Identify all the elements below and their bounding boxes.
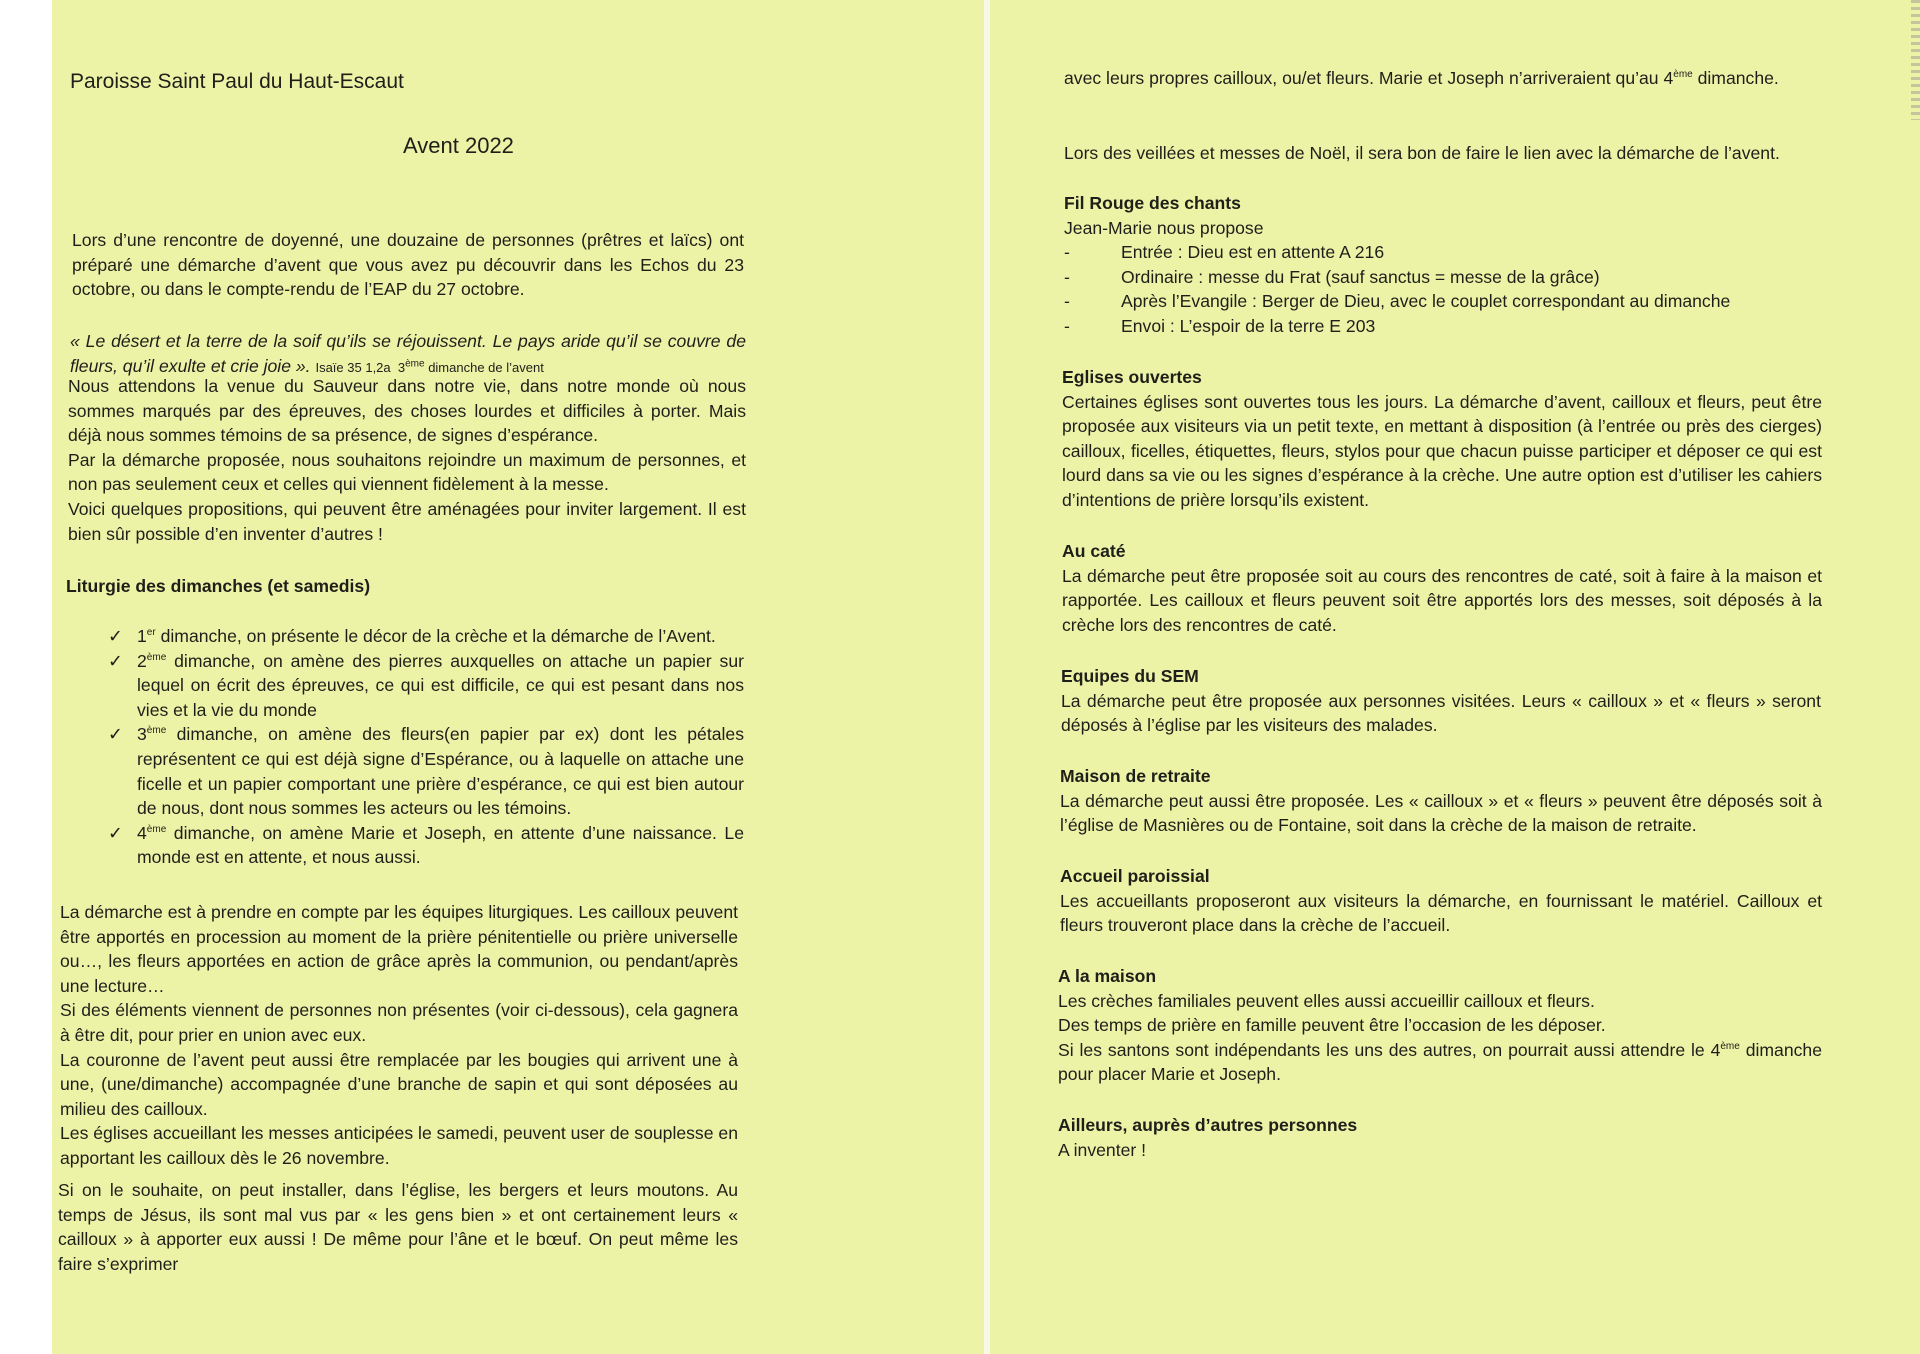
left-page (52, 0, 984, 1354)
liturgy-heading: Liturgie des dimanches (et samedis) (66, 576, 371, 596)
section-heading: Au caté (1062, 541, 1126, 561)
chants-intro: Jean-Marie nous propose (1064, 217, 1264, 238)
section-text: Des temps de prière en famille peuvent être l’occasion de les déposer. (1058, 1015, 1606, 1036)
check-mark-icon: ✓ (108, 650, 123, 671)
sunday-checklist (108, 624, 744, 870)
check-mark-icon: ✓ (108, 724, 123, 745)
paragraph: Les églises accueillant les messes anticipées le samedi, peuvent user de souplesse en apportant les cailloux dès le 26 novembre. (60, 1123, 738, 1168)
right-page (990, 0, 1920, 1354)
scan-edge-marks (1911, 0, 1920, 120)
body-paragraphs (68, 374, 746, 546)
section-heading: Eglises ouvertes (1062, 367, 1202, 387)
shepherds-paragraph: Si on le souhaite, on peut installer, dans l’église, les bergers et leurs moutons. Au temps de Jésus, ils sont mal vus par « les gens bien » et ont certainement leurs « cailloux » à apporter eux aussi ! De même pour l’âne et le bœuf. On peut même les faire s’exprimer (58, 1180, 738, 1274)
chants-section (1064, 191, 1824, 339)
check-mark-icon: ✓ (108, 822, 123, 843)
section-text: Les accueillants proposeront aux visiteurs la démarche, en fournissant le matériel. Cailloux et fleurs trouveront place dans la crèche de l’accueil. (1060, 890, 1822, 936)
section-text: La démarche peut être proposée soit au cours des rencontres de caté, soit à faire à la maison et rapportée. Les cailloux et fleurs peuvent soit être apportés lors des messes, soit déposés à la crèche lors des rencontres de caté. (1062, 565, 1822, 635)
section-heading: Accueil paroissial (1060, 866, 1210, 886)
section-text: La démarche peut être proposée aux personnes visitées. Leurs « cailloux » et « fleurs » seront déposés à l’église par les visiteurs des malades. (1061, 690, 1821, 736)
section-sem (1061, 664, 1821, 738)
paragraph: Si des éléments viennent de personnes non présentes (voir ci-dessous), cela gagnera à être dit, pour prier en union avec eux. (60, 1000, 738, 1045)
section-text: Si les santons sont indépendants les uns des autres, on pourrait aussi attendre le 4ème dimanche pour placer Marie et Joseph. (1058, 1039, 1822, 1085)
paragraph: Par la démarche proposée, nous souhaitons rejoindre un maximum de personnes, et non pas seulement ceux et celles qui viennent fidèlement à la messe. (68, 449, 746, 495)
section-text: A inventer ! (1058, 1139, 1147, 1160)
paragraph: La couronne de l’avent peut aussi être remplacée par les bougies qui arrivent une à une, (une/dimanche) accompagnée d’une branche de sapin et qui sont déposées au milieu des cailloux. (60, 1049, 738, 1119)
list-item: ✓ 4ème dimanche, on amène Marie et Joseph, en attente d’une naissance. Le monde est en attente, et nous aussi. (108, 821, 744, 870)
section-text: Les crèches familiales peuvent elles aussi accueillir cailloux et fleurs. (1058, 990, 1595, 1011)
paragraph: La démarche est à prendre en compte par les équipes liturgiques. Les cailloux peuvent être apportés en procession au moment de la prière pénitentielle ou prière universelle ou…, les fleurs apportées en action de grâce après la communion, ou pendant/après une lecture… (60, 902, 738, 996)
section-elsewhere (1058, 1113, 1818, 1162)
section-heading: Maison de retraite (1060, 766, 1211, 786)
list-item: - Entrée : Dieu est en attente A 216 (1064, 242, 1385, 263)
intro-paragraph: Lors d’une rencontre de doyenné, une douzaine de personnes (prêtres et laïcs) ont préparé une démarche d’avent que vous avez pu découvrir dans les Echos du 23 octobre, ou dans le compte-rendu de l’EAP du 27 octobre. (72, 230, 744, 300)
section-retirement-home (1060, 764, 1822, 838)
section-heading: Equipes du SEM (1061, 666, 1199, 686)
list-item: ✓ 2ème dimanche, on amène des pierres auxquelles on attache un papier sur lequel on écrit des épreuves, ce qui est difficile, ce qui est pesant dans nos vies et la vie du monde (108, 649, 744, 723)
paragraph: Nous attendons la venue du Sauveur dans notre vie, dans notre monde où nous sommes marqués par des épreuves, des choses lourdes et difficiles à porter. Mais déjà nous sommes témoins de sa présence, de signes d’espérance. (68, 376, 746, 446)
quote-block (70, 329, 746, 380)
parish-name: Paroisse Saint Paul du Haut-Escaut (70, 70, 404, 93)
list-item: ✓ 3ème dimanche, on amène des fleurs(en papier par ex) dont les pétales représentent ce qui est déjà signe d’Espérance, ou à laquelle on attache une ficelle et un papier comportant une prière d’espérance, ce qui est bien autour de nous, dont nous sommes les acteurs ou les témoins. (108, 722, 744, 820)
list-item: - Ordinaire : messe du Frat (sauf sanctus = messe de la grâce) (1064, 266, 1600, 287)
list-item: ✓ 1er dimanche, on présente le décor de la crèche et la démarche de l’Avent. (108, 624, 744, 649)
check-mark-icon: ✓ (108, 626, 123, 646)
quote-reference: Isaïe 35 1,2a 3ème dimanche de l’avent (315, 358, 544, 375)
chants-heading: Fil Rouge des chants (1064, 193, 1241, 213)
section-text: La démarche peut aussi être proposée. Les « cailloux » et « fleurs » peuvent être déposés soit à l’église de Masnières ou de Fontaine, soit dans la crèche de la maison de retraite. (1060, 790, 1822, 836)
section-parish-reception (1060, 864, 1822, 938)
section-at-home (1058, 964, 1822, 1087)
paragraph: Voici quelques propositions, qui peuvent être aménagées pour inviter largement. Il est bien sûr possible d’en inventer d’autres ! (68, 498, 746, 544)
list-item: - Envoi : L’espoir de la terre E 203 (1064, 315, 1376, 336)
quote-text: « Le désert et la terre de la soif qu’ils se réjouissent. Le pays aride qu’il se couvre de fleurs, qu’il exulte et crie joie ». (70, 331, 746, 376)
section-text: Certaines églises sont ouvertes tous les jours. La démarche d’avent, cailloux et fleurs, peut être proposée aux visiteurs via un petit texte, en mettant à disposition (à l’entrée ou près des cierges) cailloux, ficelles, étiquettes, fleurs, stylos pour que chacun puisse participer et déposer ce qui est lourd dans sa vie ou les signes d’espérance à la crèche. Une autre option est d’utiliser les cahiers d’intentions de prière lorsqu’ils existent. (1062, 391, 1822, 510)
section-heading: A la maison (1058, 966, 1157, 986)
page-title: Avent 2022 (403, 133, 514, 158)
continued-paragraph: avec leurs propres cailloux, ou/et fleurs. Marie et Joseph n’arriveraient qu’au 4ème dimanche. (1064, 68, 1779, 88)
noel-paragraph: Lors des veillées et messes de Noël, il sera bon de faire le lien avec la démarche de l’avent. (1064, 143, 1780, 163)
section-open-churches (1062, 365, 1822, 513)
section-heading: Ailleurs, auprès d’autres personnes (1058, 1115, 1358, 1135)
list-item: - Après l’Evangile : Berger de Dieu, avec le couplet correspondant au dimanche (1064, 291, 1731, 312)
liturgy-paragraphs (60, 900, 738, 1171)
section-catechism (1062, 539, 1822, 637)
